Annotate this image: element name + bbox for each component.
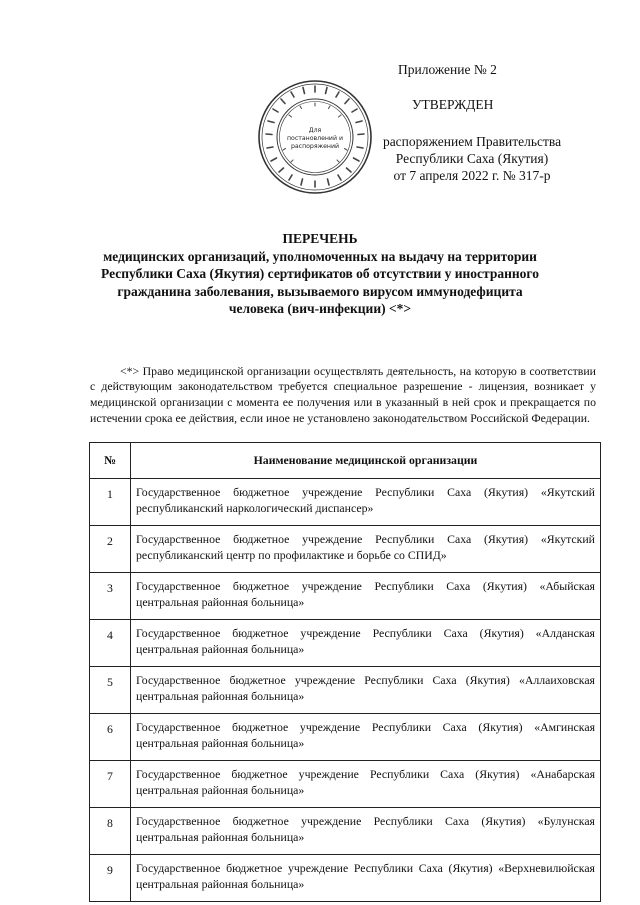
table-row: [90, 573, 601, 620]
decree-line: от 7 апреля 2022 г. № 317-р: [393, 168, 551, 183]
table-header-row: [90, 443, 601, 479]
row-number: 2: [90, 526, 131, 573]
decree-reference: [362, 133, 582, 184]
row-number: 7: [90, 761, 131, 808]
approved-label: УТВЕРЖДЕН: [412, 97, 494, 112]
table-row: [90, 620, 601, 667]
official-seal-stamp: [255, 78, 375, 196]
decree-line: распоряжением Правительства: [382, 134, 562, 149]
table-row: [90, 761, 601, 808]
title-line: человека (вич-инфекции) <*>: [228, 301, 412, 316]
column-header-number: №: [90, 443, 131, 479]
row-number: 8: [90, 808, 131, 855]
organization-name: Государственное бюджетное учреждение Республики Саха (Якутия) «Аллаиховская центральная районная больница»: [131, 667, 601, 714]
title-line: Республики Саха (Якутия) сертификатов об отсутствии у иностранного: [101, 266, 539, 281]
organization-name: Государственное бюджетное учреждение Республики Саха (Якутия) «Якутский республиканский наркологический диспансер»: [131, 479, 601, 526]
row-number: 5: [90, 667, 131, 714]
row-number: 1: [90, 479, 131, 526]
table-row: [90, 667, 601, 714]
seal-text: распоряжений: [290, 143, 340, 150]
organizations-table: [89, 442, 601, 902]
organization-name: Государственное бюджетное учреждение Республики Саха (Якутия) «Амгинская центральная районная больница»: [131, 714, 601, 761]
decree-line: Республики Саха (Якутия): [395, 151, 549, 166]
row-number: 4: [90, 620, 131, 667]
seal-text: Для: [308, 127, 322, 134]
table-row: [90, 855, 601, 902]
row-number: 9: [90, 855, 131, 902]
seal-text: постановлений и: [287, 135, 343, 142]
organization-name: Государственное бюджетное учреждение Республики Саха (Якутия) «Алданская центральная районная больница»: [131, 620, 601, 667]
title-heading: ПЕРЕЧЕНЬ: [282, 231, 358, 246]
footnote-paragraph: <*> Право медицинской организации осуществлять деятельность, на которую в соответствии с действующим законодательством требуется специальное разрешение - лицензия, возникает у медицинской организации с момента ее получения или в указанный в ней срок и прекращается по истечении срока ее действия, если иное не установлено законодательством Российской Федерации.: [90, 363, 596, 425]
table-row: [90, 714, 601, 761]
title-line: медицинских организаций, уполномоченных на выдачу на территории: [103, 248, 537, 264]
column-header-name: Наименование медицинской организации: [131, 443, 601, 479]
organization-name: Государственное бюджетное учреждение Республики Саха (Якутия) «Анабарская центральная районная больница»: [131, 761, 601, 808]
row-number: 6: [90, 714, 131, 761]
title-line: гражданина заболевания, вызываемого вирусом иммунодефицита: [117, 283, 523, 299]
table-row: [90, 808, 601, 855]
organization-name: Государственное бюджетное учреждение Республики Саха (Якутия) «Абыйская центральная районная больница»: [131, 573, 601, 620]
appendix-label: Приложение № 2: [398, 62, 497, 77]
table-row: [90, 479, 601, 526]
organization-name: Государственное бюджетное учреждение Республики Саха (Якутия) «Булунская центральная районная больница»: [131, 808, 601, 855]
row-number: 3: [90, 573, 131, 620]
document-title: [80, 230, 560, 318]
organization-name: Государственное бюджетное учреждение Республики Саха (Якутия) «Якутский республиканский центр по профилактике и борьбе со СПИД»: [131, 526, 601, 573]
organization-name: Государственное бюджетное учреждение Республики Саха (Якутия) «Верхневилюйская центральная районная больница»: [131, 855, 601, 902]
table-row: [90, 526, 601, 573]
